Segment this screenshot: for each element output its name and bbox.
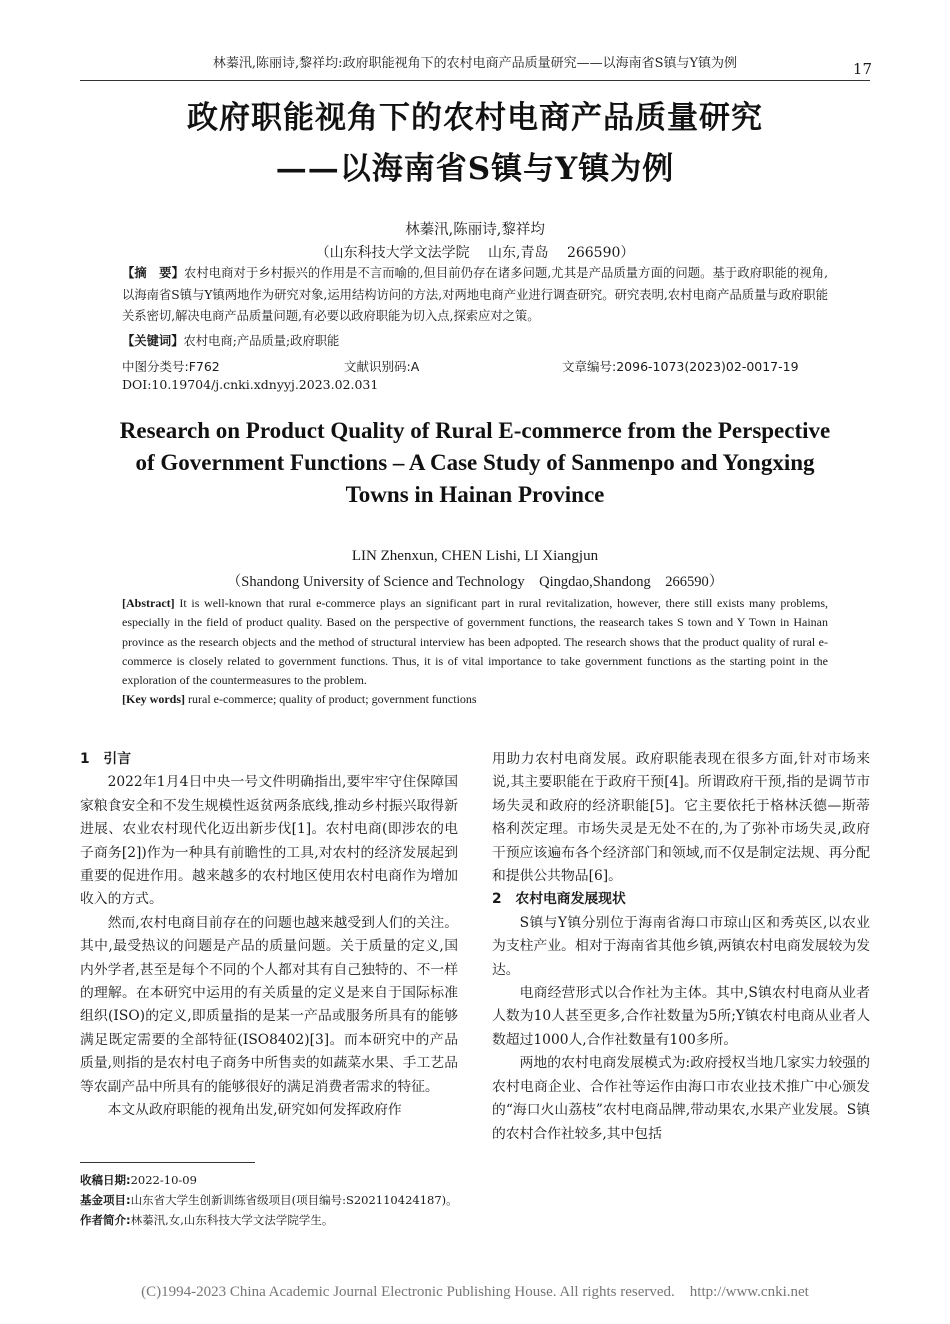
right-column: [492, 748, 870, 1146]
header-rule: [80, 80, 870, 81]
section-2-heading: 2 农村电商发展现状: [492, 891, 626, 908]
english-title-line-1: Research on Product Quality of Rural E-commerce from the Perspective: [119, 418, 831, 443]
classification-number: 中图分类号:F762: [122, 359, 220, 374]
english-keywords: [122, 690, 828, 709]
english-affiliation: （Shandong University of Science and Technology Qingdao,Shandong 266590）: [226, 574, 724, 590]
english-title: [60, 415, 890, 511]
paragraph-4: 用助力农村电商发展。政府职能表现在很多方面,针对市场来说,其主要职能在于政府干预[4]。所谓政府干预,指的是调节市场失灵和政府的经济职能[5]。它主要依托于格林沃德—斯蒂格利茨定理。市场失灵是无处不在的,为了弥补市场失灵,政府干预应该遍布各个经济部门和领域,而不仅是制定法规、再分配和提供公共物品[6]。: [492, 751, 870, 885]
english-title-line-2: of Government Functions – A Case Study of Sanmenpo and Yongxing: [135, 450, 815, 475]
authors: 林蓁汛,陈丽诗,黎祥均: [405, 222, 545, 238]
keywords-cn: [122, 331, 828, 353]
abstract-cn-text: 农村电商对于乡村振兴的作用是不言而喻的,但目前仍存在诸多问题,尤其是产品质量方面的问题。基于政府职能的视角,以海南省S镇与Y镇两地作为研究对象,运用结构访问的方法,对两地电商产业进行调查研究。研究表明,农村电商产品质量与政府职能关系密切,解决电商产品质量问题,有必要以政府职能为切入点,探索应对之策。: [122, 266, 828, 323]
fund-text: 山东省大学生创新训练省级项目(项目编号:S202110424187)。: [130, 1193, 458, 1207]
paragraph-1: 2022年1月4日中央一号文件明确指出,要牢牢守住保障国家粮食安全和不发生规模性返贫两条底线,推动乡村振兴取得新进展、农业农村现代化迈出新步伐[1]。农村电商(即涉农的电子商务[2])作为一种具有前瞻性的工具,对农村的经济发展起到重要的促进作用。越来越多的农村地区使用农村电商作为增加收入的方式。: [80, 774, 458, 908]
paragraph-5: S镇与Y镇分别位于海南省海口市琼山区和秀英区,以农业为支柱产业。相对于海南省其他乡镇,两镇农村电商发展较为发达。: [492, 914, 870, 978]
paragraph-2: 然而,农村电商目前存在的问题也越来越受到人们的关注。其中,最受热议的问题是产品的质量问题。关于质量的定义,国内外学者,甚至是每个不同的个人都对其有自己独特的、不一样的理解。在本研究中运用的有关质量的定义是来自于国际标准组织(ISO)的定义,即质量指的是某一产品或服务所具有的能够满足既定需要的全部特征(ISO8402)[3]。而本研究中的产品质量,则指的是农村电子商务中所售卖的如蔬菜水果、手工艺品等农副产品中所具有的能够很好的满足消费者需求的特征。: [80, 914, 458, 1095]
english-keywords-text: rural e-commerce; quality of product; government functions: [188, 692, 477, 706]
english-abstract-label: [Abstract]: [122, 596, 175, 610]
footnote-rule: [80, 1162, 255, 1163]
english-authors: LIN Zhenxun, CHEN Lishi, LI Xiangjun: [351, 548, 599, 564]
copyright-footer: (C)1994-2023 China Academic Journal Electronic Publishing House. All rights reserved. http://www.cnki.net: [141, 1284, 809, 1300]
paragraph-3: 本文从政府职能的视角出发,研究如何发挥政府作: [107, 1102, 402, 1119]
received-label: 收稿日期:: [80, 1173, 131, 1187]
section-1-heading: 1 引言: [80, 751, 131, 767]
abstract-cn-label: 【摘 要】: [122, 266, 184, 280]
paragraph-7: 两地的农村电商发展模式为:政府授权当地几家实力较强的农村电商企业、合作社等运作由海口市农业技术推广中心颁发的“海口火山荔枝”农村电商品牌,带动果农,水果产业发展。S镇的农村合作社较多,其中包括: [492, 1055, 870, 1142]
doi: DOI:10.19704/j.cnki.xdnyyj.2023.02.031: [122, 377, 379, 392]
english-abstract-text: It is well-known that rural e-commerce plays an significant part in rural revitalization, however, there still exists many problems, especially in the field of product quality. Based on the perspective of government functions, the reasearch takes S town and Y Town in Hainan province as the research objects and the method of structural interview has been adpopted. The research shows that the product quality of rural e-commerce is closely related to government functions. Thus, it is of vital importance to take government functions as the starting point in the exploration of the countermeasures to the problem.: [122, 596, 829, 688]
keywords-cn-label: 【关键词】: [122, 334, 184, 348]
title-line-1: 政府职能视角下的农村电商产品质量研究: [187, 100, 763, 136]
running-header: 林蓁汛,陈丽诗,黎祥均:政府职能视角下的农村电商产品质量研究——以海南省S镇与Y镇为例: [212, 56, 738, 71]
footnote-received: [80, 1170, 197, 1190]
left-column: [80, 748, 458, 1123]
fund-label: 基金项目:: [80, 1193, 131, 1207]
english-title-line-3: Towns in Hainan Province: [345, 482, 605, 507]
english-abstract: [122, 594, 828, 690]
article-number: 文章编号:2096-1073(2023)02-0017-19: [562, 359, 799, 374]
abstract-cn: [122, 263, 828, 328]
title-line-2: ——以海南省S镇与Y镇为例: [275, 151, 675, 187]
english-keywords-label: [Key words]: [122, 692, 185, 706]
author-bio-label: 作者简介:: [80, 1213, 131, 1227]
footnote-fund: [80, 1190, 458, 1210]
paragraph-6: 电商经营形式以合作社为主体。其中,S镇农村电商从业者人数为10人甚至更多,合作社数量为5所;Y镇农村电商从业者人数超过1000人,合作社数量有100多所。: [492, 985, 870, 1048]
page-number: 17: [852, 60, 872, 78]
author-bio-text: 林蓁汛,女,山东科技大学文法学院学生。: [130, 1213, 334, 1227]
footnote-author: [80, 1210, 333, 1230]
received-date: 2022-10-09: [130, 1173, 197, 1187]
affiliation: （山东科技大学文法学院 山东,青岛 266590）: [315, 245, 635, 261]
document-code: 文献识别码:A: [344, 359, 420, 374]
keywords-cn-text: 农村电商;产品质量;政府职能: [183, 334, 340, 348]
